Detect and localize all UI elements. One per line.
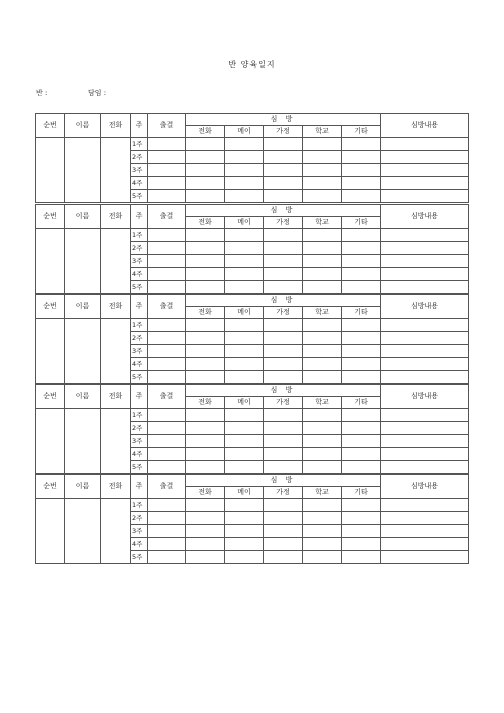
attendance-cell[interactable] <box>148 409 186 422</box>
visit-type-cell[interactable] <box>264 371 303 384</box>
attendance-cell[interactable] <box>148 229 186 242</box>
header-week: 주 <box>131 475 148 499</box>
header-visit-type: 기타 <box>342 217 381 229</box>
visit-type-cell[interactable] <box>225 229 264 242</box>
name-cell[interactable] <box>65 319 101 384</box>
visit-type-cell[interactable] <box>342 281 381 294</box>
visit-content-cell[interactable] <box>381 525 469 538</box>
visit-type-cell[interactable] <box>264 319 303 332</box>
visit-type-cell[interactable] <box>225 551 264 564</box>
visit-content-cell[interactable] <box>381 190 469 203</box>
attendance-cell[interactable] <box>148 138 186 151</box>
attendance-cell[interactable] <box>148 461 186 474</box>
log-table <box>35 474 469 564</box>
visit-type-cell[interactable] <box>186 512 225 525</box>
visit-type-cell[interactable] <box>264 229 303 242</box>
week-label: 2주 <box>131 332 148 345</box>
header-visit-type: 전화 <box>186 307 225 319</box>
visit-type-cell[interactable] <box>264 177 303 190</box>
header-week: 주 <box>131 114 148 138</box>
visit-type-cell[interactable] <box>342 461 381 474</box>
visit-type-cell[interactable] <box>225 281 264 294</box>
week-label: 4주 <box>131 448 148 461</box>
header-visit-type: 메이 <box>225 397 264 409</box>
week-label: 5주 <box>131 461 148 474</box>
visit-type-cell[interactable] <box>225 138 264 151</box>
visit-type-cell[interactable] <box>225 461 264 474</box>
visit-type-cell[interactable] <box>303 345 342 358</box>
attendance-cell[interactable] <box>148 281 186 294</box>
phone-cell[interactable] <box>101 319 131 384</box>
visit-type-cell[interactable] <box>342 525 381 538</box>
visit-type-cell[interactable] <box>342 448 381 461</box>
visit-type-cell[interactable] <box>342 512 381 525</box>
visit-type-cell[interactable] <box>303 499 342 512</box>
attendance-cell[interactable] <box>148 268 186 281</box>
visit-type-cell[interactable] <box>342 138 381 151</box>
week-label: 1주 <box>131 229 148 242</box>
no-cell[interactable] <box>36 138 65 203</box>
visit-type-cell[interactable] <box>303 538 342 551</box>
visit-type-cell[interactable] <box>186 358 225 371</box>
attendance-cell[interactable] <box>148 177 186 190</box>
attendance-cell[interactable] <box>148 551 186 564</box>
header-visit-type: 학교 <box>303 397 342 409</box>
visit-type-cell[interactable] <box>225 499 264 512</box>
visit-type-cell[interactable] <box>264 255 303 268</box>
header-visit: 심 방 <box>186 385 381 397</box>
visit-type-cell[interactable] <box>303 268 342 281</box>
visit-content-cell[interactable] <box>381 358 469 371</box>
visit-type-cell[interactable] <box>225 448 264 461</box>
visit-type-cell[interactable] <box>225 358 264 371</box>
visit-type-cell[interactable] <box>225 151 264 164</box>
visit-type-cell[interactable] <box>342 242 381 255</box>
visit-type-cell[interactable] <box>186 242 225 255</box>
week-label: 3주 <box>131 435 148 448</box>
visit-content-cell[interactable] <box>381 551 469 564</box>
header-phone: 전화 <box>101 385 131 409</box>
week-label: 1주 <box>131 499 148 512</box>
visit-content-cell[interactable] <box>381 268 469 281</box>
visit-type-cell[interactable] <box>303 164 342 177</box>
week-label: 3주 <box>131 255 148 268</box>
header-phone: 전화 <box>101 475 131 499</box>
visit-content-cell[interactable] <box>381 538 469 551</box>
header-visit-type: 전화 <box>186 126 225 138</box>
attendance-cell[interactable] <box>148 371 186 384</box>
attendance-cell[interactable] <box>148 242 186 255</box>
header-visit-type: 전화 <box>186 487 225 499</box>
week-label: 4주 <box>131 358 148 371</box>
header-visit: 심 방 <box>186 114 381 126</box>
visit-type-cell[interactable] <box>342 371 381 384</box>
visit-type-cell[interactable] <box>186 229 225 242</box>
visit-type-cell[interactable] <box>303 138 342 151</box>
header-visit-type: 기타 <box>342 307 381 319</box>
attendance-cell[interactable] <box>148 319 186 332</box>
visit-type-cell[interactable] <box>303 229 342 242</box>
visit-type-cell[interactable] <box>225 332 264 345</box>
visit-content-cell[interactable] <box>381 499 469 512</box>
header-visit-type: 학교 <box>303 307 342 319</box>
header-phone: 전화 <box>101 295 131 319</box>
header-no: 순번 <box>36 295 65 319</box>
visit-type-cell[interactable] <box>225 435 264 448</box>
header-no: 순번 <box>36 205 65 229</box>
visit-type-cell[interactable] <box>264 242 303 255</box>
attendance-cell[interactable] <box>148 358 186 371</box>
visit-type-cell[interactable] <box>303 255 342 268</box>
visit-type-cell[interactable] <box>225 268 264 281</box>
visit-content-cell[interactable] <box>381 371 469 384</box>
visit-type-cell[interactable] <box>342 229 381 242</box>
visit-type-cell[interactable] <box>186 345 225 358</box>
phone-cell[interactable] <box>101 229 131 294</box>
table-row <box>36 409 469 422</box>
visit-type-cell[interactable] <box>186 435 225 448</box>
week-label: 4주 <box>131 538 148 551</box>
visit-type-cell[interactable] <box>342 255 381 268</box>
visit-content-cell[interactable] <box>381 229 469 242</box>
header-visit-type: 가정 <box>264 307 303 319</box>
visit-type-cell[interactable] <box>186 177 225 190</box>
week-label: 4주 <box>131 177 148 190</box>
visit-type-cell[interactable] <box>342 151 381 164</box>
header-visit-type: 메이 <box>225 217 264 229</box>
header-visit-type: 전화 <box>186 397 225 409</box>
name-cell[interactable] <box>65 229 101 294</box>
no-cell[interactable] <box>36 409 65 474</box>
visit-type-cell[interactable] <box>186 319 225 332</box>
visit-type-cell[interactable] <box>186 281 225 294</box>
header-phone: 전화 <box>101 205 131 229</box>
visit-type-cell[interactable] <box>264 164 303 177</box>
header-visit: 심 방 <box>186 475 381 487</box>
visit-type-cell[interactable] <box>264 525 303 538</box>
visit-type-cell[interactable] <box>303 512 342 525</box>
header-visit-content: 심방내용 <box>381 475 469 499</box>
week-label: 5주 <box>131 551 148 564</box>
visit-type-cell[interactable] <box>303 332 342 345</box>
header-name: 이름 <box>65 205 101 229</box>
visit-content-cell[interactable] <box>381 177 469 190</box>
visit-type-cell[interactable] <box>264 332 303 345</box>
visit-type-cell[interactable] <box>342 499 381 512</box>
visit-content-cell[interactable] <box>381 435 469 448</box>
header-visit-type: 메이 <box>225 126 264 138</box>
visit-type-cell[interactable] <box>303 409 342 422</box>
visit-type-cell[interactable] <box>303 435 342 448</box>
visit-content-cell[interactable] <box>381 448 469 461</box>
visit-type-cell[interactable] <box>303 358 342 371</box>
visit-type-cell[interactable] <box>186 255 225 268</box>
attendance-cell[interactable] <box>148 448 186 461</box>
header-visit-type: 학교 <box>303 217 342 229</box>
visit-type-cell[interactable] <box>303 281 342 294</box>
table-row <box>36 138 469 151</box>
visit-type-cell[interactable] <box>186 551 225 564</box>
visit-type-cell[interactable] <box>264 422 303 435</box>
visit-content-cell[interactable] <box>381 138 469 151</box>
visit-type-cell[interactable] <box>264 190 303 203</box>
phone-cell[interactable] <box>101 409 131 474</box>
header-visit-type: 전화 <box>186 217 225 229</box>
visit-type-cell[interactable] <box>186 538 225 551</box>
visit-type-cell[interactable] <box>186 151 225 164</box>
visit-type-cell[interactable] <box>303 422 342 435</box>
visit-type-cell[interactable] <box>225 177 264 190</box>
header-visit-type: 메이 <box>225 487 264 499</box>
visit-type-cell[interactable] <box>225 242 264 255</box>
visit-type-cell[interactable] <box>342 435 381 448</box>
visit-type-cell[interactable] <box>186 164 225 177</box>
class-label: 반 : <box>36 89 48 97</box>
week-label: 2주 <box>131 422 148 435</box>
visit-type-cell[interactable] <box>303 190 342 203</box>
visit-type-cell[interactable] <box>303 151 342 164</box>
visit-type-cell[interactable] <box>303 319 342 332</box>
header-week: 주 <box>131 295 148 319</box>
visit-type-cell[interactable] <box>225 164 264 177</box>
attendance-cell[interactable] <box>148 332 186 345</box>
log-table <box>35 204 469 294</box>
visit-type-cell[interactable] <box>264 512 303 525</box>
week-label: 5주 <box>131 371 148 384</box>
week-label: 5주 <box>131 190 148 203</box>
header-name: 이름 <box>65 475 101 499</box>
attendance-cell[interactable] <box>148 255 186 268</box>
header-visit-type: 가정 <box>264 126 303 138</box>
visit-content-cell[interactable] <box>381 281 469 294</box>
header-no: 순번 <box>36 475 65 499</box>
visit-content-cell[interactable] <box>381 332 469 345</box>
visit-type-cell[interactable] <box>303 371 342 384</box>
week-label: 4주 <box>131 268 148 281</box>
header-week: 주 <box>131 205 148 229</box>
week-label: 3주 <box>131 345 148 358</box>
log-table <box>35 294 469 384</box>
table-row <box>36 499 469 512</box>
visit-type-cell[interactable] <box>186 422 225 435</box>
visit-type-cell[interactable] <box>225 409 264 422</box>
week-label: 1주 <box>131 138 148 151</box>
week-label: 1주 <box>131 409 148 422</box>
visit-content-cell[interactable] <box>381 255 469 268</box>
name-cell[interactable] <box>65 138 101 203</box>
attendance-cell[interactable] <box>148 151 186 164</box>
visit-content-cell[interactable] <box>381 345 469 358</box>
visit-type-cell[interactable] <box>303 525 342 538</box>
visit-type-cell[interactable] <box>225 345 264 358</box>
visit-content-cell[interactable] <box>381 461 469 474</box>
header-visit-type: 기타 <box>342 397 381 409</box>
header-week: 주 <box>131 385 148 409</box>
visit-type-cell[interactable] <box>186 525 225 538</box>
visit-type-cell[interactable] <box>225 512 264 525</box>
header-visit-content: 심방내용 <box>381 295 469 319</box>
teacher-label: 담임 : <box>88 89 107 97</box>
header-no: 순번 <box>36 114 65 138</box>
visit-content-cell[interactable] <box>381 242 469 255</box>
header-name: 이름 <box>65 385 101 409</box>
attendance-cell[interactable] <box>148 512 186 525</box>
header-no: 순번 <box>36 385 65 409</box>
header-visit-content: 심방내용 <box>381 205 469 229</box>
header-attendance: 출결 <box>148 295 186 319</box>
visit-type-cell[interactable] <box>186 409 225 422</box>
visit-type-cell[interactable] <box>225 255 264 268</box>
visit-type-cell[interactable] <box>186 268 225 281</box>
header-attendance: 출결 <box>148 385 186 409</box>
header-name: 이름 <box>65 295 101 319</box>
week-label: 5주 <box>131 281 148 294</box>
visit-type-cell[interactable] <box>186 499 225 512</box>
visit-type-cell[interactable] <box>303 448 342 461</box>
header-visit-type: 가정 <box>264 217 303 229</box>
visit-type-cell[interactable] <box>342 409 381 422</box>
attendance-cell[interactable] <box>148 499 186 512</box>
visit-type-cell[interactable] <box>225 422 264 435</box>
header-visit-content: 심방내용 <box>381 114 469 138</box>
week-label: 2주 <box>131 242 148 255</box>
visit-type-cell[interactable] <box>225 538 264 551</box>
visit-type-cell[interactable] <box>264 448 303 461</box>
header-visit-type: 가정 <box>264 397 303 409</box>
visit-type-cell[interactable] <box>342 177 381 190</box>
header-visit-type: 기타 <box>342 126 381 138</box>
page-title: 반 양육일지 <box>228 60 276 69</box>
visit-type-cell[interactable] <box>303 551 342 564</box>
week-label: 1주 <box>131 319 148 332</box>
visit-type-cell[interactable] <box>303 177 342 190</box>
visit-type-cell[interactable] <box>186 371 225 384</box>
visit-type-cell[interactable] <box>264 281 303 294</box>
attendance-cell[interactable] <box>148 435 186 448</box>
visit-type-cell[interactable] <box>264 499 303 512</box>
no-cell[interactable] <box>36 319 65 384</box>
visit-type-cell[interactable] <box>264 409 303 422</box>
visit-type-cell[interactable] <box>264 461 303 474</box>
visit-type-cell[interactable] <box>264 358 303 371</box>
header-visit-type: 메이 <box>225 307 264 319</box>
header-attendance: 출결 <box>148 475 186 499</box>
week-label: 3주 <box>131 525 148 538</box>
header-visit: 심 방 <box>186 295 381 307</box>
visit-content-cell[interactable] <box>381 319 469 332</box>
attendance-cell[interactable] <box>148 422 186 435</box>
header-visit-type: 학교 <box>303 487 342 499</box>
visit-type-cell[interactable] <box>186 448 225 461</box>
visit-type-cell[interactable] <box>225 525 264 538</box>
visit-type-cell[interactable] <box>186 332 225 345</box>
visit-type-cell[interactable] <box>342 345 381 358</box>
visit-content-cell[interactable] <box>381 164 469 177</box>
visit-type-cell[interactable] <box>264 151 303 164</box>
visit-type-cell[interactable] <box>342 164 381 177</box>
visit-type-cell[interactable] <box>264 435 303 448</box>
visit-type-cell[interactable] <box>186 190 225 203</box>
attendance-cell[interactable] <box>148 164 186 177</box>
attendance-cell[interactable] <box>148 525 186 538</box>
visit-type-cell[interactable] <box>342 551 381 564</box>
week-label: 3주 <box>131 164 148 177</box>
visit-type-cell[interactable] <box>303 242 342 255</box>
week-label: 2주 <box>131 512 148 525</box>
visit-type-cell[interactable] <box>342 422 381 435</box>
log-table <box>35 113 469 203</box>
visit-type-cell[interactable] <box>264 345 303 358</box>
visit-type-cell[interactable] <box>186 138 225 151</box>
header-visit-type: 학교 <box>303 126 342 138</box>
log-table <box>35 384 469 474</box>
attendance-cell[interactable] <box>148 538 186 551</box>
phone-cell[interactable] <box>101 499 131 564</box>
visit-content-cell[interactable] <box>381 409 469 422</box>
visit-content-cell[interactable] <box>381 422 469 435</box>
visit-type-cell[interactable] <box>303 461 342 474</box>
header-visit-content: 심방내용 <box>381 385 469 409</box>
visit-type-cell[interactable] <box>264 551 303 564</box>
name-cell[interactable] <box>65 499 101 564</box>
header-visit-type: 가정 <box>264 487 303 499</box>
header-visit: 심 방 <box>186 205 381 217</box>
header-phone: 전화 <box>101 114 131 138</box>
visit-type-cell[interactable] <box>342 332 381 345</box>
visit-type-cell[interactable] <box>342 190 381 203</box>
visit-type-cell[interactable] <box>342 358 381 371</box>
header-attendance: 출결 <box>148 205 186 229</box>
attendance-cell[interactable] <box>148 345 186 358</box>
attendance-cell[interactable] <box>148 190 186 203</box>
visit-content-cell[interactable] <box>381 512 469 525</box>
header-name: 이름 <box>65 114 101 138</box>
no-cell[interactable] <box>36 499 65 564</box>
visit-type-cell[interactable] <box>264 538 303 551</box>
table-row <box>36 319 469 332</box>
week-label: 2주 <box>131 151 148 164</box>
visit-type-cell[interactable] <box>225 371 264 384</box>
visit-type-cell[interactable] <box>225 190 264 203</box>
visit-type-cell[interactable] <box>225 319 264 332</box>
visit-type-cell[interactable] <box>186 461 225 474</box>
visit-type-cell[interactable] <box>264 268 303 281</box>
visit-type-cell[interactable] <box>342 268 381 281</box>
visit-type-cell[interactable] <box>264 138 303 151</box>
header-attendance: 출결 <box>148 114 186 138</box>
name-cell[interactable] <box>65 409 101 474</box>
phone-cell[interactable] <box>101 138 131 203</box>
visit-type-cell[interactable] <box>342 538 381 551</box>
header-visit-type: 기타 <box>342 487 381 499</box>
visit-type-cell[interactable] <box>342 319 381 332</box>
visit-content-cell[interactable] <box>381 151 469 164</box>
table-row <box>36 229 469 242</box>
no-cell[interactable] <box>36 229 65 294</box>
